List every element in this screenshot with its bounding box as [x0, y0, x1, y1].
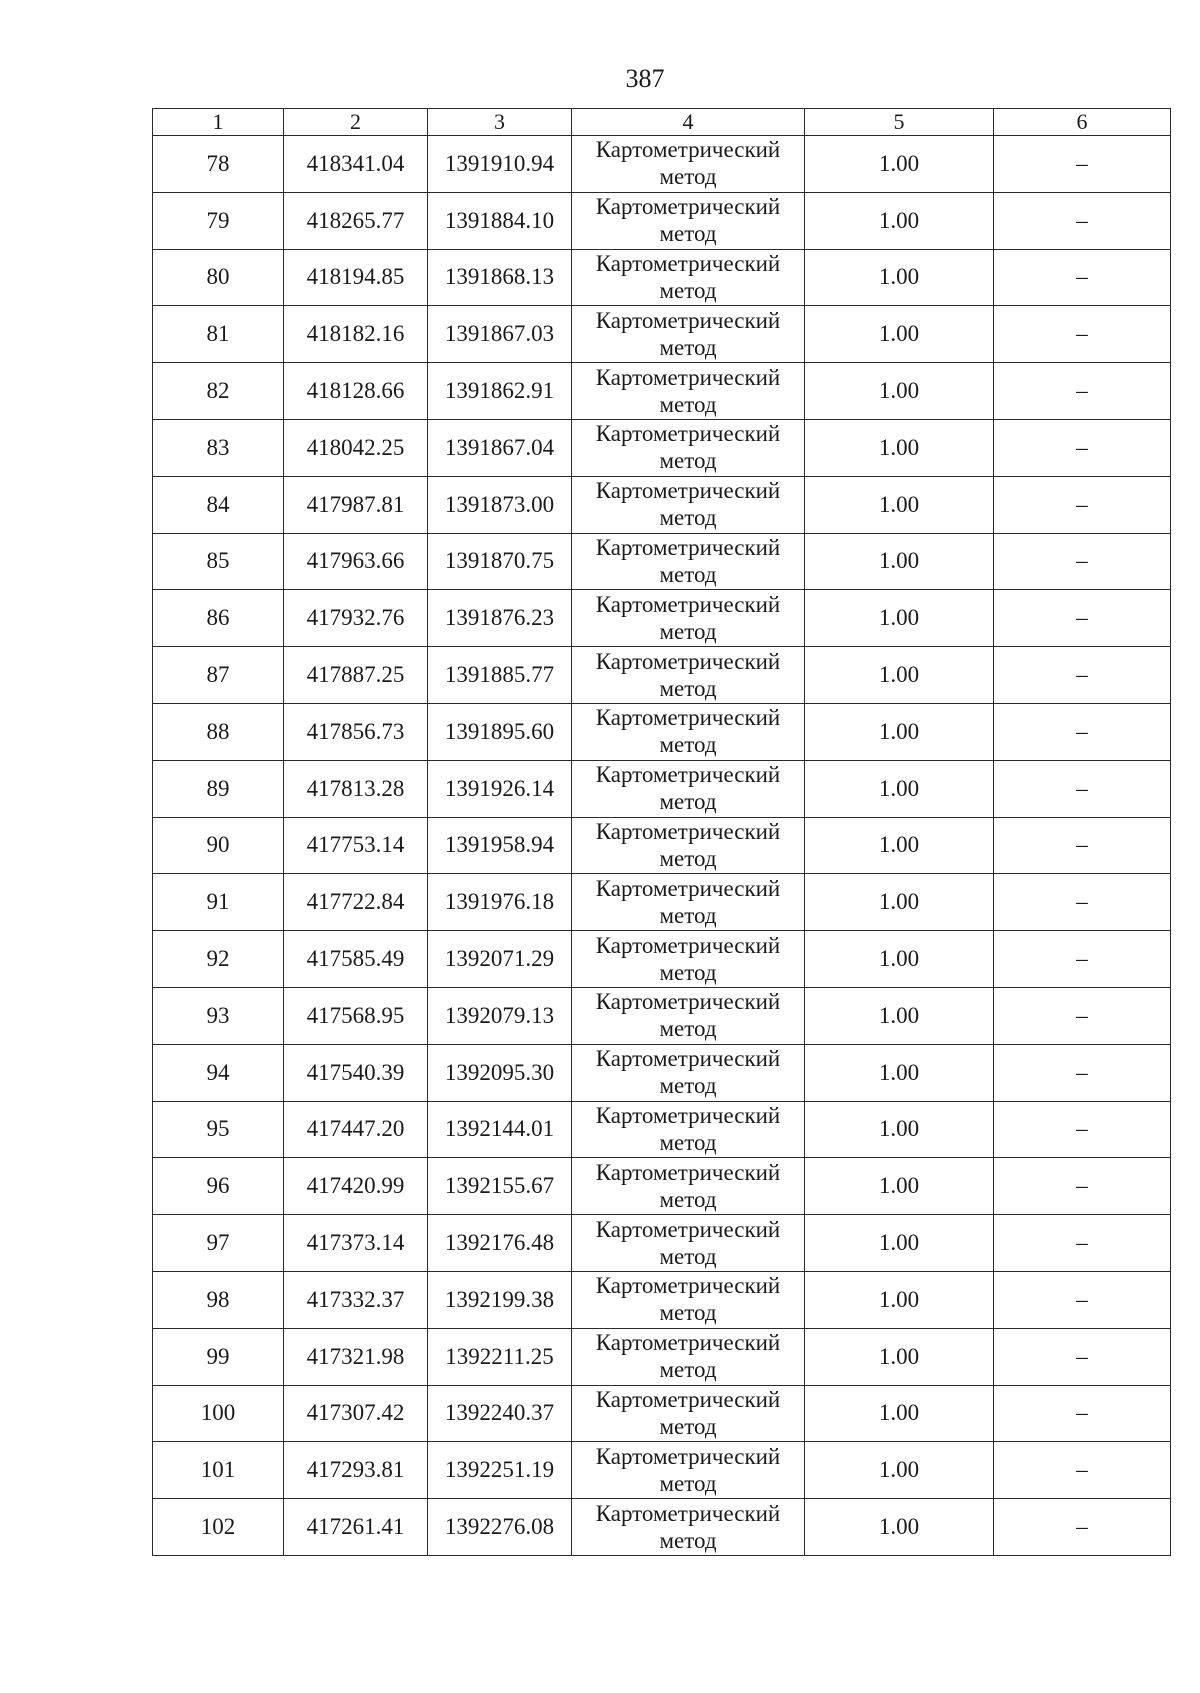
x-coordinate-cell: 418042.25: [284, 419, 428, 476]
accuracy-cell: 1.00: [805, 590, 994, 647]
method-line2: метод: [659, 334, 717, 360]
method-line1: Картометрический: [595, 1443, 781, 1469]
point-number-cell: 100: [153, 1385, 284, 1442]
method-line1: Картометрический: [595, 364, 781, 390]
method-line2: метод: [659, 1243, 717, 1269]
accuracy-cell: 1.00: [805, 817, 994, 874]
y-coordinate-cell: 1392211.25: [428, 1328, 572, 1385]
y-coordinate-cell: 1391895.60: [428, 703, 572, 760]
table-row: [153, 1499, 1171, 1556]
x-coordinate-cell: 417753.14: [284, 817, 428, 874]
table-row: [153, 1442, 1171, 1499]
y-coordinate-cell: 1392095.30: [428, 1044, 572, 1101]
note-cell: –: [994, 817, 1171, 874]
method-line1: Картометрический: [595, 818, 781, 844]
method-line2: метод: [659, 902, 717, 928]
method-line1: Картометрический: [595, 1330, 781, 1356]
point-number-cell: 87: [153, 647, 284, 704]
y-coordinate-cell: 1391926.14: [428, 760, 572, 817]
accuracy-cell: 1.00: [805, 1385, 994, 1442]
accuracy-cell: 1.00: [805, 760, 994, 817]
y-coordinate-cell: 1392071.29: [428, 931, 572, 988]
point-number-cell: 96: [153, 1158, 284, 1215]
accuracy-cell: 1.00: [805, 987, 994, 1044]
method-cell: [572, 590, 805, 647]
method-cell: [572, 1385, 805, 1442]
method-cell: [572, 817, 805, 874]
x-coordinate-cell: 417887.25: [284, 647, 428, 704]
table-header-row: [153, 109, 1171, 136]
point-number-cell: 99: [153, 1328, 284, 1385]
y-coordinate-cell: 1391867.03: [428, 306, 572, 363]
note-cell: –: [994, 590, 1171, 647]
note-cell: –: [994, 1385, 1171, 1442]
accuracy-cell: 1.00: [805, 647, 994, 704]
note-cell: –: [994, 1158, 1171, 1215]
method-line1: Картометрический: [595, 421, 781, 447]
x-coordinate-cell: 417813.28: [284, 760, 428, 817]
method-line2: метод: [659, 505, 717, 531]
method-line2: метод: [659, 1129, 717, 1155]
note-cell: –: [994, 1101, 1171, 1158]
note-cell: –: [994, 987, 1171, 1044]
note-cell: –: [994, 533, 1171, 590]
accuracy-cell: 1.00: [805, 874, 994, 931]
table-row: [153, 419, 1171, 476]
method-cell: [572, 1442, 805, 1499]
x-coordinate-cell: 418341.04: [284, 136, 428, 193]
point-number-cell: 102: [153, 1499, 284, 1556]
table-row: [153, 817, 1171, 874]
table-row: [153, 1328, 1171, 1385]
table-row: [153, 306, 1171, 363]
table-row: [153, 703, 1171, 760]
y-coordinate-cell: 1391876.23: [428, 590, 572, 647]
method-cell: [572, 192, 805, 249]
table-row: [153, 1385, 1171, 1442]
note-cell: –: [994, 419, 1171, 476]
point-number-cell: 91: [153, 874, 284, 931]
method-cell: [572, 363, 805, 420]
x-coordinate-cell: 417420.99: [284, 1158, 428, 1215]
note-cell: –: [994, 476, 1171, 533]
method-cell: [572, 533, 805, 590]
x-coordinate-cell: 417321.98: [284, 1328, 428, 1385]
column-header: 6: [994, 109, 1171, 136]
y-coordinate-cell: 1391884.10: [428, 192, 572, 249]
note-cell: –: [994, 931, 1171, 988]
method-line2: метод: [659, 618, 717, 644]
point-number-cell: 90: [153, 817, 284, 874]
point-number-cell: 86: [153, 590, 284, 647]
method-cell: [572, 1044, 805, 1101]
column-header: 5: [805, 109, 994, 136]
note-cell: –: [994, 1328, 1171, 1385]
x-coordinate-cell: 417585.49: [284, 931, 428, 988]
method-line2: метод: [659, 732, 717, 758]
accuracy-cell: 1.00: [805, 192, 994, 249]
method-line2: метод: [659, 845, 717, 871]
method-line1: Картометрический: [595, 705, 781, 731]
table-row: [153, 987, 1171, 1044]
method-cell: [572, 1328, 805, 1385]
method-line1: Картометрический: [595, 1159, 781, 1185]
y-coordinate-cell: 1392079.13: [428, 987, 572, 1044]
method-line2: метод: [659, 1300, 717, 1326]
note-cell: –: [994, 1215, 1171, 1272]
method-line2: метод: [659, 1470, 717, 1496]
x-coordinate-cell: 417568.95: [284, 987, 428, 1044]
method-line2: метод: [659, 1357, 717, 1383]
point-number-cell: 95: [153, 1101, 284, 1158]
coordinates-table: [152, 108, 1171, 1556]
y-coordinate-cell: 1392240.37: [428, 1385, 572, 1442]
point-number-cell: 85: [153, 533, 284, 590]
method-line1: Картометрический: [595, 1102, 781, 1128]
column-header: 2: [284, 109, 428, 136]
note-cell: –: [994, 874, 1171, 931]
y-coordinate-cell: 1392199.38: [428, 1271, 572, 1328]
note-cell: –: [994, 703, 1171, 760]
x-coordinate-cell: 417332.37: [284, 1271, 428, 1328]
note-cell: –: [994, 647, 1171, 704]
accuracy-cell: 1.00: [805, 1328, 994, 1385]
note-cell: –: [994, 1442, 1171, 1499]
method-line1: Картометрический: [595, 250, 781, 276]
x-coordinate-cell: 417932.76: [284, 590, 428, 647]
method-line2: метод: [659, 277, 717, 303]
note-cell: –: [994, 1499, 1171, 1556]
table-row: [153, 476, 1171, 533]
x-coordinate-cell: 417540.39: [284, 1044, 428, 1101]
accuracy-cell: 1.00: [805, 1158, 994, 1215]
point-number-cell: 92: [153, 931, 284, 988]
method-line1: Картометрический: [595, 137, 781, 163]
method-line2: метод: [659, 1186, 717, 1212]
accuracy-cell: 1.00: [805, 136, 994, 193]
table-row: [153, 647, 1171, 704]
y-coordinate-cell: 1392144.01: [428, 1101, 572, 1158]
method-cell: [572, 1158, 805, 1215]
y-coordinate-cell: 1391867.04: [428, 419, 572, 476]
accuracy-cell: 1.00: [805, 1101, 994, 1158]
y-coordinate-cell: 1391976.18: [428, 874, 572, 931]
method-line1: Картометрический: [595, 591, 781, 617]
accuracy-cell: 1.00: [805, 703, 994, 760]
table-row: [153, 1158, 1171, 1215]
accuracy-cell: 1.00: [805, 363, 994, 420]
point-number-cell: 84: [153, 476, 284, 533]
accuracy-cell: 1.00: [805, 249, 994, 306]
method-cell: [572, 1271, 805, 1328]
table-row: [153, 249, 1171, 306]
method-line1: Картометрический: [595, 1216, 781, 1242]
table-row: [153, 192, 1171, 249]
method-cell: [572, 987, 805, 1044]
method-line1: Картометрический: [595, 478, 781, 504]
y-coordinate-cell: 1391870.75: [428, 533, 572, 590]
y-coordinate-cell: 1391862.91: [428, 363, 572, 420]
table-row: [153, 1215, 1171, 1272]
point-number-cell: 83: [153, 419, 284, 476]
note-cell: –: [994, 136, 1171, 193]
method-line1: Картометрический: [595, 989, 781, 1015]
method-line1: Картометрический: [595, 194, 781, 220]
point-number-cell: 81: [153, 306, 284, 363]
accuracy-cell: 1.00: [805, 1499, 994, 1556]
method-line1: Картометрический: [595, 762, 781, 788]
y-coordinate-cell: 1391868.13: [428, 249, 572, 306]
method-cell: [572, 703, 805, 760]
x-coordinate-cell: 418265.77: [284, 192, 428, 249]
point-number-cell: 79: [153, 192, 284, 249]
method-line2: метод: [659, 1413, 717, 1439]
y-coordinate-cell: 1392155.67: [428, 1158, 572, 1215]
x-coordinate-cell: 417963.66: [284, 533, 428, 590]
x-coordinate-cell: 417373.14: [284, 1215, 428, 1272]
method-line2: метод: [659, 448, 717, 474]
table-row: [153, 363, 1171, 420]
method-cell: [572, 136, 805, 193]
note-cell: –: [994, 760, 1171, 817]
table-row: [153, 136, 1171, 193]
y-coordinate-cell: 1391885.77: [428, 647, 572, 704]
method-cell: [572, 249, 805, 306]
x-coordinate-cell: 418128.66: [284, 363, 428, 420]
accuracy-cell: 1.00: [805, 476, 994, 533]
x-coordinate-cell: 418194.85: [284, 249, 428, 306]
accuracy-cell: 1.00: [805, 419, 994, 476]
note-cell: –: [994, 1044, 1171, 1101]
method-cell: [572, 1499, 805, 1556]
x-coordinate-cell: 417722.84: [284, 874, 428, 931]
column-header: 3: [428, 109, 572, 136]
method-line1: Картометрический: [595, 1046, 781, 1072]
method-cell: [572, 760, 805, 817]
method-line2: метод: [659, 561, 717, 587]
method-line2: метод: [659, 221, 717, 247]
table-row: [153, 874, 1171, 931]
table-row: [153, 1271, 1171, 1328]
point-number-cell: 101: [153, 1442, 284, 1499]
table-row: [153, 590, 1171, 647]
page-number: 387: [625, 64, 665, 93]
method-line2: метод: [659, 675, 717, 701]
table-row: [153, 1101, 1171, 1158]
column-header: 4: [572, 109, 805, 136]
point-number-cell: 97: [153, 1215, 284, 1272]
x-coordinate-cell: 417987.81: [284, 476, 428, 533]
method-line2: метод: [659, 1527, 717, 1553]
point-number-cell: 78: [153, 136, 284, 193]
method-line1: Картометрический: [595, 1273, 781, 1299]
accuracy-cell: 1.00: [805, 1215, 994, 1272]
method-line2: метод: [659, 1016, 717, 1042]
table-row: [153, 760, 1171, 817]
accuracy-cell: 1.00: [805, 1044, 994, 1101]
x-coordinate-cell: 417293.81: [284, 1442, 428, 1499]
method-cell: [572, 647, 805, 704]
accuracy-cell: 1.00: [805, 1271, 994, 1328]
table-body: [153, 136, 1171, 1556]
point-number-cell: 89: [153, 760, 284, 817]
x-coordinate-cell: 417856.73: [284, 703, 428, 760]
method-line1: Картометрический: [595, 932, 781, 958]
table-row: [153, 533, 1171, 590]
point-number-cell: 94: [153, 1044, 284, 1101]
method-cell: [572, 476, 805, 533]
accuracy-cell: 1.00: [805, 1442, 994, 1499]
method-cell: [572, 874, 805, 931]
note-cell: –: [994, 363, 1171, 420]
method-line1: Картометрический: [595, 534, 781, 560]
point-number-cell: 82: [153, 363, 284, 420]
y-coordinate-cell: 1391873.00: [428, 476, 572, 533]
method-cell: [572, 931, 805, 988]
method-line1: Картометрический: [595, 307, 781, 333]
accuracy-cell: 1.00: [805, 533, 994, 590]
method-line1: Картометрический: [595, 875, 781, 901]
method-line2: метод: [659, 789, 717, 815]
point-number-cell: 88: [153, 703, 284, 760]
method-cell: [572, 419, 805, 476]
column-header: 1: [153, 109, 284, 136]
note-cell: –: [994, 249, 1171, 306]
note-cell: –: [994, 1271, 1171, 1328]
x-coordinate-cell: 417261.41: [284, 1499, 428, 1556]
note-cell: –: [994, 192, 1171, 249]
method-line2: метод: [659, 959, 717, 985]
y-coordinate-cell: 1392176.48: [428, 1215, 572, 1272]
y-coordinate-cell: 1392251.19: [428, 1442, 572, 1499]
table-row: [153, 1044, 1171, 1101]
method-cell: [572, 306, 805, 363]
point-number-cell: 93: [153, 987, 284, 1044]
accuracy-cell: 1.00: [805, 931, 994, 988]
x-coordinate-cell: 417447.20: [284, 1101, 428, 1158]
y-coordinate-cell: 1392276.08: [428, 1499, 572, 1556]
method-cell: [572, 1215, 805, 1272]
point-number-cell: 98: [153, 1271, 284, 1328]
point-number-cell: 80: [153, 249, 284, 306]
method-line1: Картометрический: [595, 1500, 781, 1526]
method-line1: Картометрический: [595, 648, 781, 674]
accuracy-cell: 1.00: [805, 306, 994, 363]
x-coordinate-cell: 418182.16: [284, 306, 428, 363]
table-row: [153, 931, 1171, 988]
method-cell: [572, 1101, 805, 1158]
x-coordinate-cell: 417307.42: [284, 1385, 428, 1442]
note-cell: –: [994, 306, 1171, 363]
method-line1: Картометрический: [595, 1386, 781, 1412]
method-line2: метод: [659, 1073, 717, 1099]
method-line2: метод: [659, 164, 717, 190]
y-coordinate-cell: 1391958.94: [428, 817, 572, 874]
method-line2: метод: [659, 391, 717, 417]
y-coordinate-cell: 1391910.94: [428, 136, 572, 193]
